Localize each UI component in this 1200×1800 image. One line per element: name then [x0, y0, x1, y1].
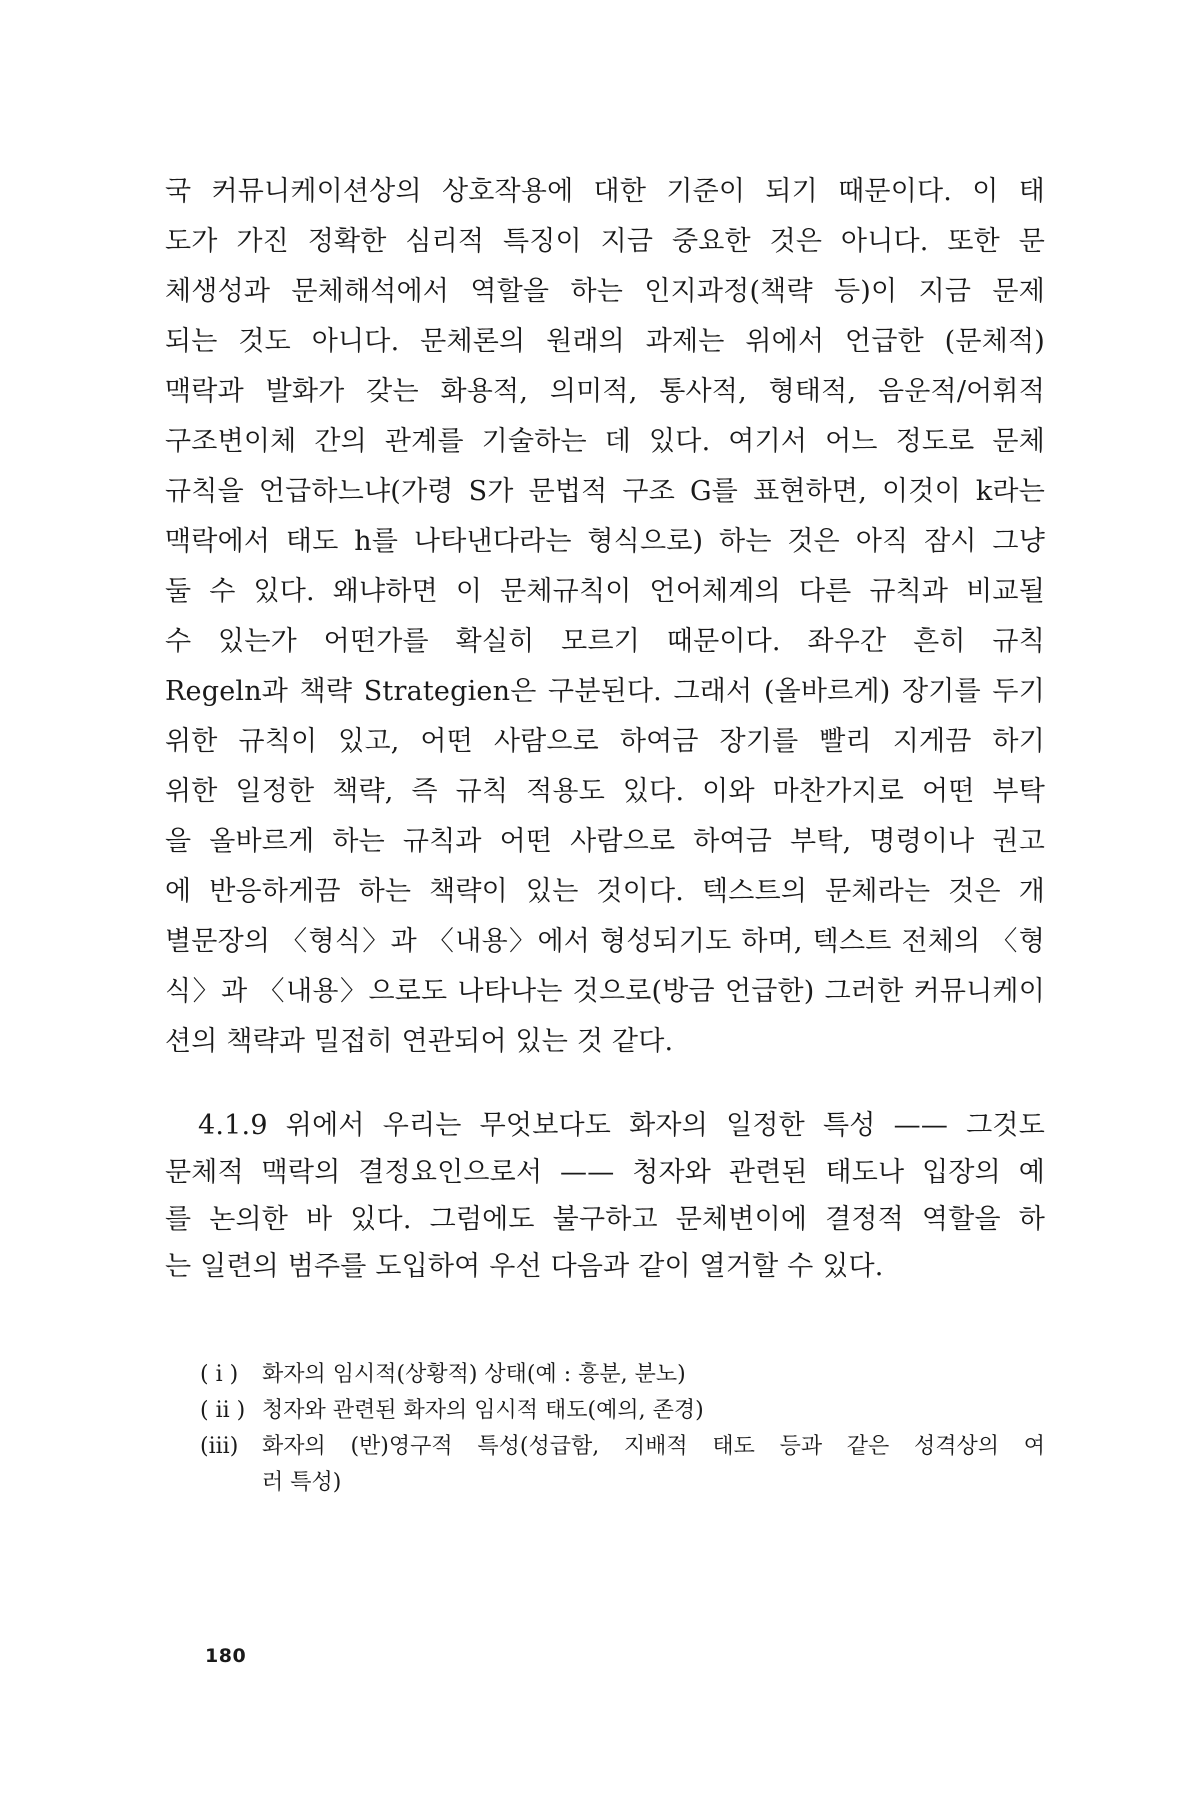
- page-number: 180: [205, 1645, 247, 1667]
- text-line: 맥락과 발화가 갖는 화용적, 의미적, 통사적, 형태적, 음운적/어휘적: [165, 376, 1045, 407]
- text-line: 를 논의한 바 있다. 그럼에도 불구하고 문체변이에 결정적 역할을 하: [165, 1204, 1045, 1235]
- text-line: 위한 규칙이 있고, 어떤 사람으로 하여금 장기를 빨리 지게끔 하기: [165, 726, 1045, 757]
- text-line: 을 올바르게 하는 규칙과 어떤 사람으로 하여금 부탁, 명령이나 권고: [165, 826, 1045, 857]
- list-item: [200, 1393, 1045, 1429]
- text-line: 수 있는가 어떤가를 확실히 모르기 때문이다. 좌우간 흔히 규칙: [165, 626, 1045, 657]
- list-item: [200, 1357, 1045, 1393]
- list-item-number: ( ii ): [200, 1398, 246, 1423]
- list-item-number: (iii): [200, 1434, 239, 1459]
- category-list: [200, 1357, 1045, 1501]
- text-line: 되는 것도 아니다. 문체론의 원래의 과제는 위에서 언급한 (문체적): [165, 326, 1045, 357]
- text-line: Regeln과 책략 Strategien은 구분된다. 그래서 (올바르게) 장기를 두기: [165, 676, 1045, 707]
- text-line: 맥락에서 태도 h를 나타낸다라는 형식으로) 하는 것은 아직 잠시 그냥: [165, 526, 1045, 557]
- body-paragraph-2: [165, 1102, 1045, 1290]
- text-line: 국 커뮤니케이션상의 상호작용에 대한 기준이 되기 때문이다. 이 태: [165, 176, 1045, 207]
- text-line: 도가 가진 정확한 심리적 특징이 지금 중요한 것은 아니다. 또한 문: [165, 226, 1045, 257]
- text-line: 별문장의 〈형식〉과 〈내용〉에서 형성되기도 하며, 텍스트 전체의 〈형: [165, 926, 1045, 957]
- text-line: 체생성과 문체해석에서 역할을 하는 인지과정(책략 등)이 지금 문제: [165, 276, 1045, 307]
- list-item-text-continued: 러 특성): [262, 1470, 342, 1495]
- text-line: 둘 수 있다. 왜냐하면 이 문체규칙이 언어체계의 다른 규칙과 비교될: [165, 576, 1045, 607]
- text-line: 규칙을 언급하느냐(가령 S가 문법적 구조 G를 표현하면, 이것이 k라는: [165, 476, 1045, 507]
- body-paragraph-1: [165, 167, 1045, 1067]
- list-item-number: ( i ): [200, 1362, 239, 1387]
- list-item-text: 화자의 임시적(상황적) 상태(예 : 흥분, 분노): [262, 1362, 686, 1387]
- list-item: [200, 1429, 1045, 1501]
- text-line: 위한 일정한 책략, 즉 규칙 적용도 있다. 이와 마찬가지로 어떤 부탁: [165, 776, 1045, 807]
- list-item-text: 화자의 (반)영구적 특성(성급함, 지배적 태도 등과 같은 성격상의 여: [262, 1434, 1045, 1459]
- text-line: 식〉과 〈내용〉으로도 나타나는 것으로(방금 언급한) 그러한 커뮤니케이: [165, 976, 1046, 1007]
- text-line: 구조변이체 간의 관계를 기술하는 데 있다. 여기서 어느 정도로 문체: [165, 426, 1045, 457]
- section-heading-line: 4.1.9 위에서 우리는 무엇보다도 화자의 일정한 특성 —— 그것도: [198, 1110, 1045, 1141]
- text-line: 문체적 맥락의 결정요인으로서 —— 청자와 관련된 태도나 입장의 예: [165, 1157, 1045, 1188]
- text-line: 는 일련의 범주를 도입하여 우선 다음과 같이 열거할 수 있다.: [165, 1251, 884, 1282]
- list-item-text-block: [262, 1429, 1045, 1501]
- list-item-text: 청자와 관련된 화자의 임시적 태도(예의, 존경): [262, 1398, 704, 1423]
- text-line: 에 반응하게끔 하는 책략이 있는 것이다. 텍스트의 문체라는 것은 개: [165, 876, 1045, 907]
- text-line: 션의 책략과 밀접히 연관되어 있는 것 같다.: [165, 1026, 674, 1057]
